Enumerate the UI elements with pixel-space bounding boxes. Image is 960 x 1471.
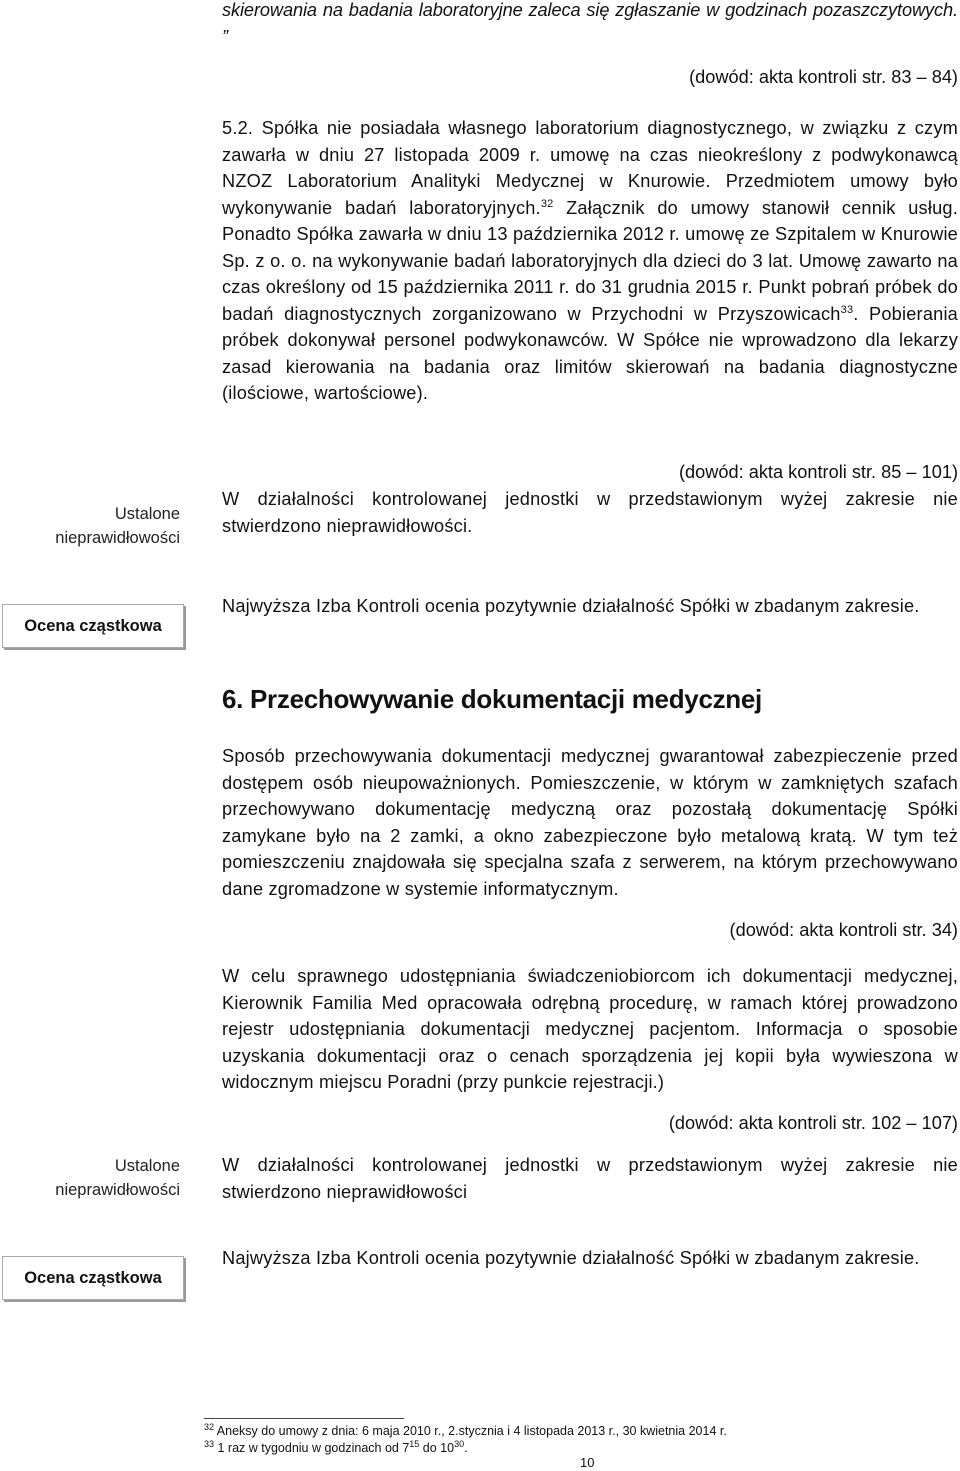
intro-paragraph: skierowania na badania laboratoryjne zaleca się zgłaszanie w godzinach pozaszczytowych. ” — [222, 0, 958, 47]
evidence-note: (dowód: akta kontroli str. 83 – 84) — [689, 67, 958, 87]
footnote-33: $^{33}$ 1 raz w tygodniu w godzinach od $7^{15}$ do $10^{30}$. — [204, 1438, 468, 1455]
footnote-divider — [204, 1418, 404, 1419]
findings-paragraph: W działalności kontrolowanej jednostki w przedstawionym wyżej zakresie nie stwierdzono nieprawidłowości — [222, 1155, 958, 1202]
assessment-box: Ocena cząstkowa — [2, 1256, 184, 1300]
evidence-note: (dowód: akta kontroli str. 85 – 101) — [678, 462, 958, 482]
assessment-box: Ocena cząstkowa — [2, 604, 184, 648]
section-5-2-paragraph: 5.2. Spółka nie posiadała własnego laboratorium diagnostycznego, w związku z czym zawarła w dniu 27 listopada 2009 r. umowę na czas nieokreślony z podwykonawcą NZOZ Laboratorium Analityki Medycznej w Knurowie. Przedmiotem umowy było wykonywanie badań laboratoryjnych.$^{32}$ Załącznik do umowy stanowił cennik usług. Ponadto Spółka zawarła w dniu 13 października 2012 r. umowę ze Szpitalem w Knurowie Sp. z o. o. na wykonywanie badań laboratoryjnych dla dzieci do 3 lat. Umowę zawarto na czas określony od 15 października 2011 r. do 31 grudnia 2015 r. Punkt pobrań próbek do badań diagnostycznych zorganizowano w Przychodni w Przyszowicach$^{33}$. Pobierania próbek dokonywał personel podwykonawców. W Spółce nie wprowadzono dla lekarzy zasad kierowania na badania oraz limitów skierowań na badania diagnostyczne (ilościowe, wartościowe). — [222, 118, 958, 403]
storage-paragraph: Sposób przechowywania dokumentacji medycznej gwarantował zabezpieczenie przed dostępem osób nieupoważnionych. Pomieszczenie, w którym w zamkniętych szafach przechowywano dokumentację medyczną oraz pozostałą dokumentację Spółki zamykane było na 2 zamki, a okno zabezpieczone było metalową kratą. W tym też pomieszczeniu znajdowała się specjalna szafa z serwerem, na którym przechowywano dane zgromadzone w systemie informatycznym. — [222, 746, 958, 899]
findings-paragraph: W działalności kontrolowanej jednostki w przedstawionym wyżej zakresie nie stwierdzono nieprawidłowości. — [222, 489, 958, 536]
assessment-paragraph: Najwyższa Izba Kontroli ocenia pozytywnie działalność Spółki w zbadanym zakresie. — [222, 596, 920, 616]
footnote-ref-33[interactable]: 33 — [840, 303, 854, 316]
access-paragraph: W celu sprawnego udostępniania świadczeniobiorcom ich dokumentacji medycznej, Kierownik Familia Med opracowała odrębną procedurę, w ramach której prowadzono rejestr udostępniania dokumentacji medycznej pacjentom. Informacja o sposobie uzyskania dokumentacji oraz o cenach sporządzenia jej kopii była wywieszona w widocznym miejscu Poradni (przy punkcie rejestracji.) — [222, 966, 958, 1093]
assessment-paragraph: Najwyższa Izba Kontroli ocenia pozytywnie działalność Spółki w zbadanym zakresie. — [222, 1248, 920, 1268]
evidence-note: (dowód: akta kontroli str. 34) — [729, 920, 958, 940]
side-label-findings: Ustalone nieprawidłowości — [55, 1157, 180, 1199]
footnote-ref-32[interactable]: 32 — [540, 197, 554, 210]
footnote-32: $^{32}$ Aneksy do umowy z dnia: 6 maja 2010 r., 2.stycznia i 4 listopada 2013 r., 30 kwietnia 2014 r. — [204, 1421, 727, 1438]
section-heading: 6. Przechowywanie dokumentacji medycznej — [222, 684, 762, 714]
page-number: 10 — [580, 1455, 595, 1470]
evidence-note: (dowód: akta kontroli str. 102 – 107) — [668, 1113, 958, 1133]
side-label-findings: Ustalone nieprawidłowości — [55, 505, 180, 547]
